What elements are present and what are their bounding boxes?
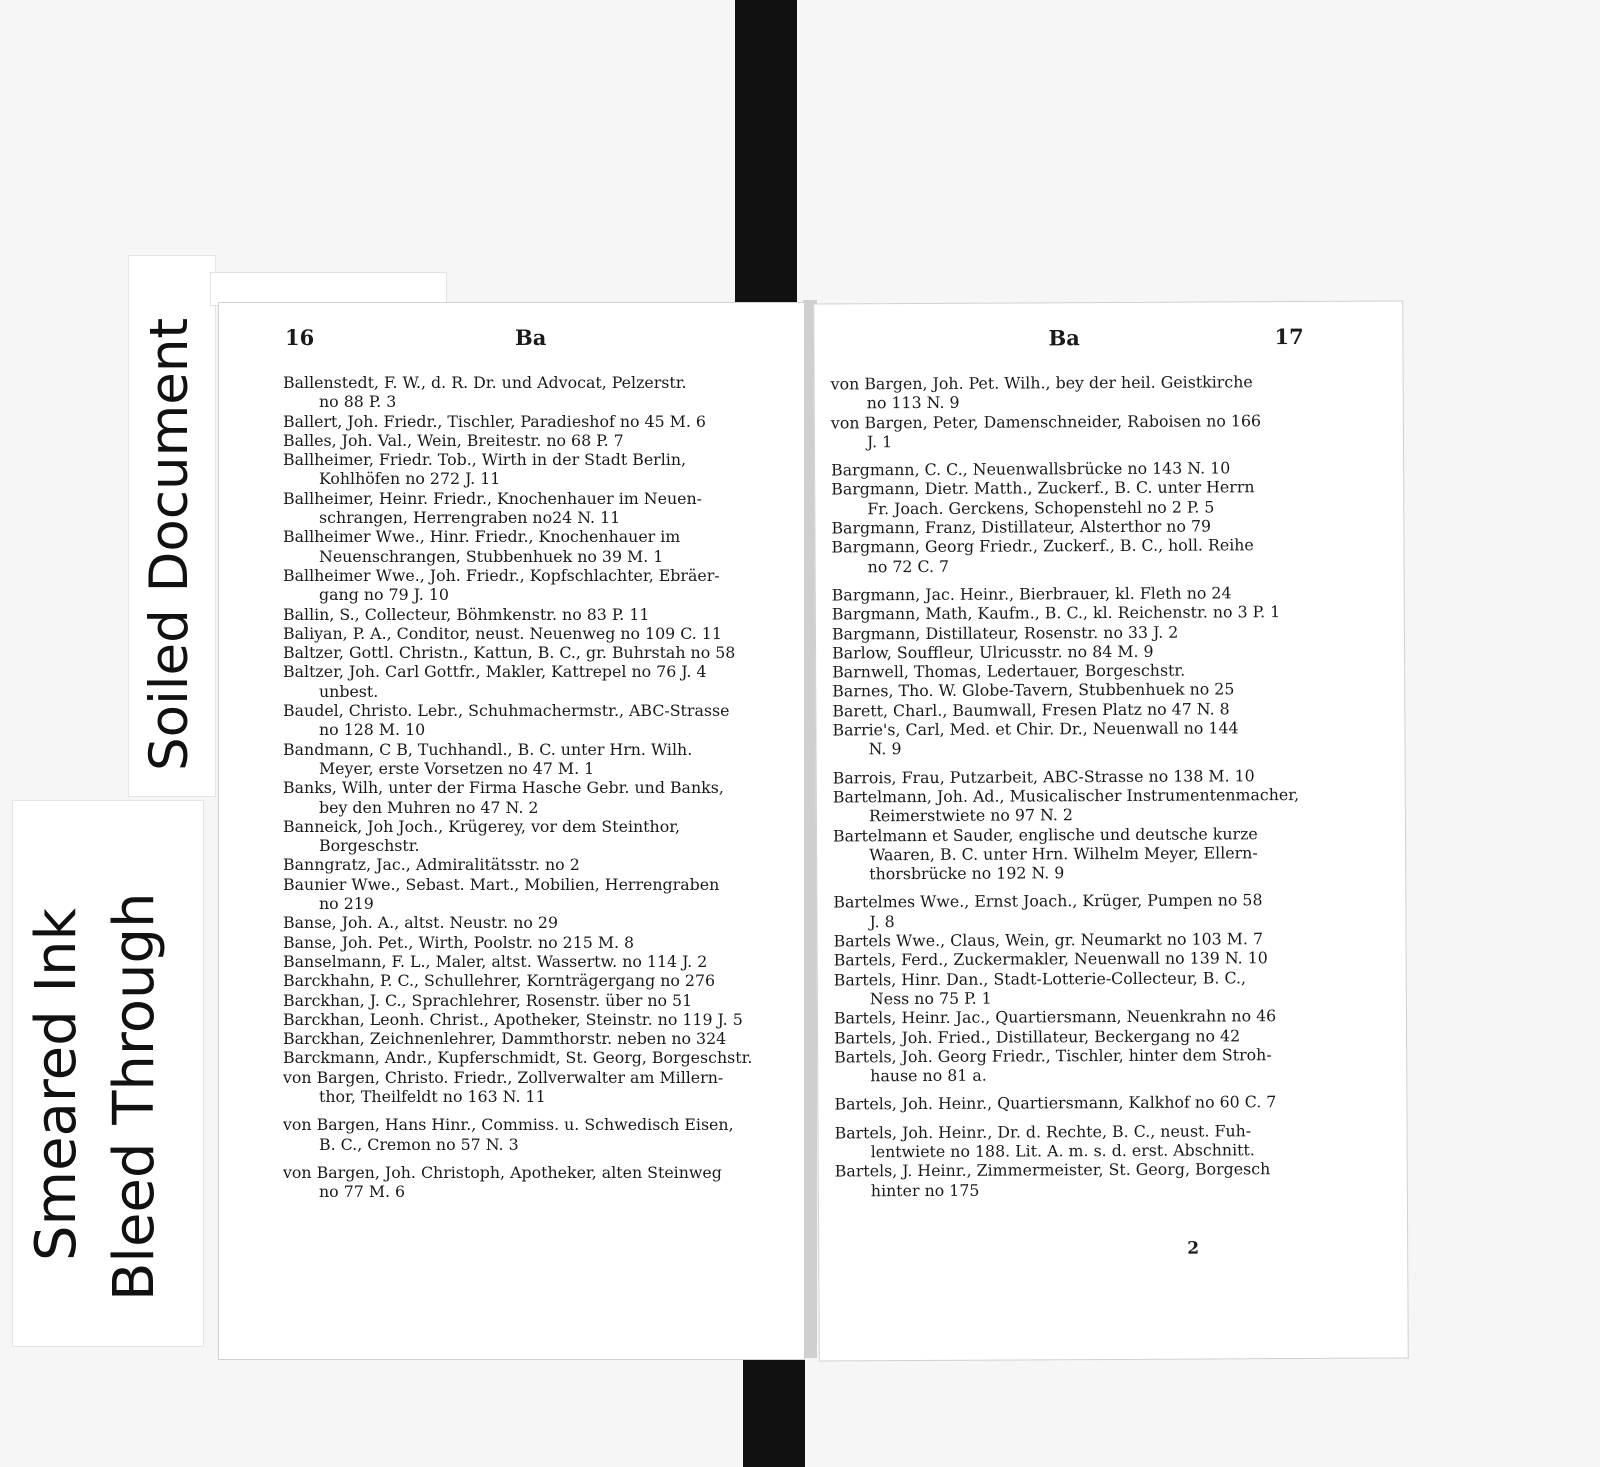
directory-entry	[833, 785, 1343, 826]
directory-entry	[283, 1068, 783, 1107]
entry-line: Bartels, Joh. Heinr., Dr. d. Rechte, B. C., neust. Fuh-	[834, 1120, 1252, 1143]
entry-line: Bartels, Hinr. Dan., Stadt-Lotterie-Collecteur, B. C.,	[833, 967, 1247, 990]
directory-entry	[283, 450, 783, 489]
entry-line: Barrois, Frau, Putzarbeit, ABC-Strasse no 138 M. 10	[832, 765, 1255, 788]
entry-continuation-line: no 128 M. 10	[319, 720, 426, 740]
directory-entry	[283, 643, 783, 662]
entry-continuation-line: hause no 81 a.	[870, 1065, 987, 1086]
entry-continuation-line: B. C., Cremon no 57 N. 3	[319, 1134, 519, 1154]
entry-continuation-line: no 113 N. 9	[866, 393, 960, 413]
entry-continuation-line: gang no 79 J. 10	[319, 585, 449, 605]
entry-line: Ballenstedt, F. W., d. R. Dr. und Advocat, Pelzerstr.	[283, 373, 687, 392]
entry-continuation-line: Ness no 75 P. 1	[869, 988, 992, 1009]
directory-entry	[283, 489, 783, 528]
directory-entry	[283, 1048, 783, 1067]
directory-entry	[283, 875, 783, 914]
directory-entry	[835, 1120, 1345, 1161]
entry-line: Ballheimer, Friedr. Tob., Wirth in der Stadt Berlin,	[283, 450, 687, 470]
directory-entry	[283, 701, 783, 740]
signature-mark: 2	[1187, 1238, 1200, 1259]
directory-entry	[283, 527, 783, 566]
entry-line: Bargmann, Math, Kaufm., B. C., kl. Reichenstr. no 3 P. 1	[831, 602, 1281, 624]
entry-continuation-line: thorsbrücke no 192 N. 9	[869, 863, 1065, 884]
directory-entry	[283, 933, 783, 952]
entry-continuation-line: hinter no 175	[870, 1180, 980, 1200]
directory-entry	[831, 372, 1341, 413]
entry-continuation-line: Neuenschrangen, Stubbenhuek no 39 M. 1	[319, 546, 664, 566]
directory-entry	[283, 1029, 783, 1048]
entry-continuation-line: no 219	[319, 894, 374, 914]
directory-entry	[834, 1045, 1344, 1086]
directory-entry	[283, 855, 783, 874]
entry-line: Barckmann, Andr., Kupferschmidt, St. Georg, Borgeschstr.	[283, 1048, 753, 1068]
entry-continuation-line: no 88 P. 3	[319, 392, 397, 412]
entry-line: Bartels, Heinr. Jac., Quartiersmann, Neuenkrahn no 46	[833, 1006, 1277, 1028]
entry-line: Bargmann, Georg Friedr., Zuckerf., B. C., holl. Reihe	[831, 535, 1254, 557]
directory-entry	[283, 952, 783, 971]
soiled-document-label: Soiled Document	[139, 317, 200, 771]
entry-continuation-line: Reimerstwiete no 97 N. 2	[868, 805, 1073, 826]
entry-line: Baunier Wwe., Sebast. Mart., Mobilien, Herrengraben	[283, 874, 720, 894]
entry-line: Bartels, J. Heinr., Zimmermeister, St. Georg, Borgesch	[834, 1159, 1271, 1181]
paper-tab-strip	[210, 272, 447, 306]
entry-line: Barnwell, Thomas, Ledertauer, Borgeschstr.	[832, 660, 1186, 682]
directory-entry	[283, 1163, 783, 1202]
directory-entry	[832, 641, 1342, 663]
right-page-header: Ba	[1048, 325, 1080, 351]
spine-binding-bottom	[743, 1352, 805, 1467]
entry-continuation-line: no 77 M. 6	[319, 1182, 406, 1202]
left-entry-list	[283, 373, 783, 1201]
directory-entry	[283, 662, 783, 701]
entry-line: von Bargen, Hans Hinr., Commiss. u. Schwedisch Eisen,	[283, 1115, 734, 1135]
entry-line: Banngratz, Jac., Admiralitätsstr. no 2	[283, 855, 580, 875]
entry-line: Bargmann, Distillateur, Rosenstr. no 33 J. 2	[831, 622, 1179, 644]
entry-line: Barrie's, Carl, Med. et Chir. Dr., Neuenwall no 144	[832, 718, 1239, 740]
directory-entry	[832, 660, 1342, 682]
entry-line: Barett, Charl., Baumwall, Fresen Platz no 47 N. 8	[832, 699, 1230, 721]
entry-line: Barlow, Souffleur, Ulricusstr. no 84 M. 9	[832, 641, 1154, 663]
entry-line: Banks, Wilh, unter der Firma Hasche Gebr. und Banks,	[283, 778, 724, 798]
directory-entry	[283, 913, 783, 932]
entry-line: Ballheimer Wwe., Joh. Friedr., Kopfschlachter, Ebräer-	[283, 565, 720, 585]
entry-line: Ballin, S., Collecteur, Böhmkenstr. no 83 P. 11	[283, 604, 650, 624]
directory-entry	[283, 624, 783, 643]
directory-entry	[833, 765, 1343, 787]
directory-entry	[832, 602, 1342, 624]
entry-line: Ballheimer, Heinr. Friedr., Knochenhauer im Neuen-	[283, 488, 702, 508]
bleed-through-label: Bleed Through	[102, 892, 167, 1301]
entry-line: Bandmann, C B, Tuchhandl., B. C. unter Hrn. Wilh.	[283, 739, 693, 759]
entry-line: Banselmann, F. L., Maler, altst. Wassertw. no 114 J. 2	[283, 951, 708, 971]
entry-line: Bargmann, Jac. Heinr., Bierbrauer, kl. Fleth no 24	[831, 583, 1232, 605]
directory-entry	[831, 458, 1341, 480]
entry-continuation-line: thor, Theilfeldt no 163 N. 11	[319, 1086, 546, 1106]
entry-continuation-line: bey den Muhren no 47 N. 2	[319, 797, 539, 817]
entry-continuation-line: N. 9	[868, 739, 902, 759]
right-page	[813, 300, 1409, 1361]
entry-line: Barckhan, Zeichnenlehrer, Dammthorstr. neben no 324	[283, 1029, 727, 1049]
directory-entry	[283, 1115, 783, 1154]
entry-continuation-line: no 72 C. 7	[867, 556, 950, 576]
entry-continuation-line: Kohlhöfen no 272 J. 11	[319, 469, 501, 489]
directory-entry	[283, 431, 783, 450]
entry-line: Barckhahn, P. C., Schullehrer, Kornträgergang no 276	[283, 971, 716, 991]
entry-line: Banneick, Joh Joch., Krügerey, vor dem Steinthor,	[283, 816, 681, 836]
entry-line: Baltzer, Gottl. Christn., Kattun, B. C., gr. Buhrstah no 58	[283, 643, 736, 663]
directory-entry	[831, 477, 1341, 518]
entry-line: Bartels, Ferd., Zuckermakler, Neuenwall no 139 N. 10	[833, 948, 1268, 970]
directory-entry	[283, 412, 783, 431]
entry-line: Bargmann, C. C., Neuenwallsbrücke no 143 N. 10	[831, 458, 1231, 480]
entry-line: von Bargen, Joh. Christoph, Apotheker, alten Steinweg	[283, 1162, 722, 1182]
directory-entry	[283, 971, 783, 990]
directory-entry	[283, 373, 783, 412]
entry-line: Baudel, Christo. Lebr., Schuhmachermstr., ABC-Strasse	[283, 701, 730, 721]
entry-continuation-line: unbest.	[319, 681, 379, 701]
entry-line: Barckhan, J. C., Sprachlehrer, Rosenstr. über no 51	[283, 990, 693, 1010]
directory-entry	[834, 1025, 1344, 1047]
entry-line: Bartelmann et Sauder, englische und deutsche kurze	[832, 823, 1258, 845]
left-page-number: 16	[285, 325, 315, 350]
entry-line: Ballheimer Wwe., Hinr. Friedr., Knochenhauer im	[283, 527, 681, 547]
entry-line: Barnes, Tho. W. Globe-Tavern, Stubbenhuek no 25	[832, 679, 1235, 701]
directory-entry	[832, 699, 1342, 721]
directory-entry	[833, 890, 1343, 931]
entry-continuation-line: J. 1	[866, 432, 893, 452]
right-entry-list	[831, 372, 1345, 1201]
right-page-number: 17	[1274, 323, 1304, 350]
entry-line: Bartels, Joh. Georg Friedr., Tischler, hinter dem Stroh-	[834, 1044, 1272, 1067]
entry-continuation-line: J. 8	[869, 911, 895, 931]
directory-entry	[831, 410, 1341, 451]
entry-continuation-line: Waaren, B. C. unter Hrn. Wilhelm Meyer, Ellern-	[869, 843, 1258, 865]
entry-line: Barckhan, Leonh. Christ., Apotheker, Steinstr. no 119 J. 5	[283, 1009, 743, 1029]
entry-line: von Bargen, Christo. Friedr., Zollverwalter am Millern-	[283, 1067, 724, 1087]
entry-line: Bartels, Joh. Fried., Distillateur, Beckergang no 42	[834, 1025, 1241, 1047]
entry-line: Baltzer, Joh. Carl Gottfr., Makler, Kattrepel no 76 J. 4	[283, 662, 707, 682]
entry-line: Bartelmes Wwe., Ernst Joach., Krüger, Pumpen no 58	[833, 890, 1263, 912]
directory-entry	[832, 621, 1342, 643]
directory-entry	[283, 605, 783, 624]
left-page	[218, 302, 805, 1360]
smeared-ink-label: Smeared Ink	[24, 908, 89, 1261]
entry-line: Banse, Joh. A., altst. Neustr. no 29	[283, 913, 559, 933]
directory-entry	[832, 718, 1342, 759]
entry-line: Bartels, Joh. Heinr., Quartiersmann, Kalkhof no 60 C. 7	[834, 1092, 1277, 1114]
directory-entry	[831, 516, 1341, 538]
directory-entry	[834, 967, 1344, 1008]
directory-entry	[835, 1159, 1345, 1200]
directory-entry	[283, 778, 783, 817]
entry-line: von Bargen, Joh. Pet. Wilh., bey der heil. Geistkirche	[830, 372, 1253, 394]
entry-line: Banse, Joh. Pet., Wirth, Poolstr. no 215 M. 8	[283, 932, 635, 952]
directory-entry	[832, 583, 1342, 605]
directory-entry	[831, 535, 1341, 576]
directory-entry	[834, 1006, 1344, 1028]
directory-entry	[833, 823, 1343, 884]
entry-line: Ballert, Joh. Friedr., Tischler, Paradieshof no 45 M. 6	[283, 411, 706, 431]
directory-entry	[283, 991, 783, 1010]
entry-line: Baliyan, P. A., Conditor, neust. Neuenweg no 109 C. 11	[283, 623, 722, 643]
spine-binding-top	[735, 0, 797, 310]
directory-entry	[834, 1092, 1344, 1114]
entry-line: Bartels Wwe., Claus, Wein, gr. Neumarkt no 103 M. 7	[833, 929, 1264, 951]
directory-entry	[283, 817, 783, 856]
soiled-document-label-card	[128, 255, 216, 797]
entry-continuation-line: Fr. Joach. Gerckens, Schopenstehl no 2 P. 5	[867, 497, 1215, 519]
entry-continuation-line: Borgeschstr.	[319, 836, 420, 856]
entry-continuation-line: schrangen, Herrengraben no24 N. 11	[319, 508, 621, 528]
entry-line: von Bargen, Peter, Damenschneider, Raboisen no 166	[830, 410, 1262, 433]
smeared-ink-label-card	[12, 800, 204, 1347]
directory-entry	[283, 740, 783, 779]
directory-entry	[283, 1010, 783, 1029]
entry-line: Balles, Joh. Val., Wein, Breitestr. no 68 P. 7	[283, 430, 624, 450]
entry-line: Bartelmann, Joh. Ad., Musicalischer Instrumentenmacher,	[832, 784, 1300, 807]
entry-continuation-line: lentwiete no 188. Lit. A. m. s. d. erst. Abschnitt.	[870, 1140, 1255, 1162]
left-page-header: Ba	[515, 325, 547, 350]
entry-line: Bargmann, Franz, Distillateur, Alsterthor no 79	[831, 516, 1212, 538]
entry-line: Bargmann, Dietr. Matth., Zuckerf., B. C. unter Herrn	[831, 477, 1255, 499]
directory-entry	[283, 566, 783, 605]
directory-entry	[832, 679, 1342, 701]
directory-entry	[834, 929, 1344, 951]
directory-entry	[834, 948, 1344, 970]
entry-continuation-line: Meyer, erste Vorsetzen no 47 M. 1	[319, 758, 595, 778]
